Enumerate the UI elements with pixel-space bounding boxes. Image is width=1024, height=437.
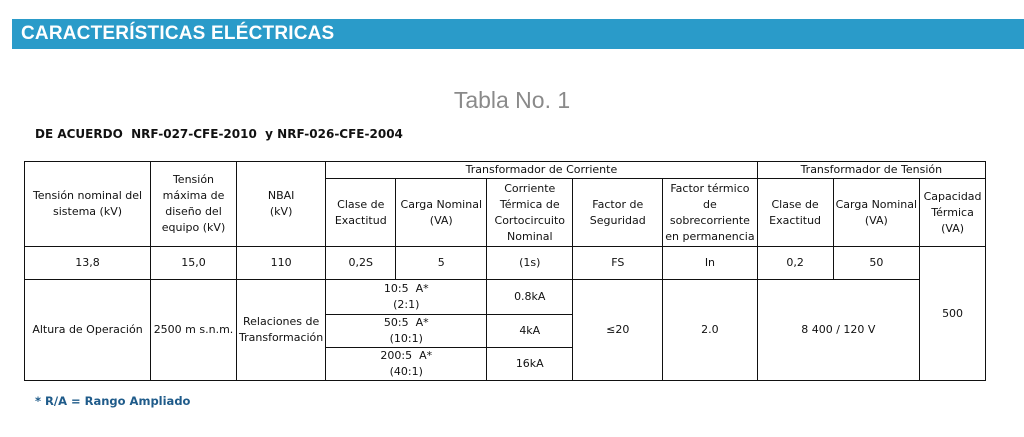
header-nominal-voltage: Tensión nominal del sistema (kV) (25, 162, 151, 247)
header-max-voltage: Tensión máxima de diseño del equipo (kV) (151, 162, 237, 247)
cell-ratio: 200:5 A* (40:1) (326, 348, 487, 381)
cell-thermal-factor: 2.0 (663, 280, 757, 381)
table-title: Tabla No. 1 (453, 87, 571, 113)
cell-altitude-label: Altura de Operación (25, 280, 151, 381)
cell-altitude-value: 2500 m s.n.m. (151, 280, 237, 381)
header-nbai: NBAI (kV) (237, 162, 326, 247)
electrical-characteristics-table (24, 161, 986, 381)
cell-ct-nominal-load: 5 (396, 247, 487, 280)
cell-vt-accuracy-class: 0,2 (757, 247, 833, 280)
header-vt-accuracy-class: Clase de Exactitud (757, 179, 833, 247)
cell-ct-accuracy-class: 0,2S (326, 247, 396, 280)
cell-ratio-short-circuit: 16kA (487, 348, 573, 381)
cell-vt-thermal-capacity: 500 (920, 247, 986, 381)
standards-line: DE ACUERDO NRF-027-CFE-2010 y NRF-026-CFE-2004 (35, 127, 403, 141)
header-vt-thermal-capacity: Capacidad Térmica (VA) (920, 179, 986, 247)
header-ct-thermal-factor: Factor térmico de sobrecorriente en permanencia (663, 179, 757, 247)
footnote: * R/A = Rango Ampliado (35, 394, 191, 408)
cell-ratio-short-circuit: 4kA (487, 315, 573, 348)
header-ct-safety-factor: Factor de Seguridad (573, 179, 663, 247)
header-group-voltage-transformer: Transformador de Tensión (757, 162, 985, 179)
cell-ratio: 10:5 A* (2:1) (326, 280, 487, 315)
cell-vt-nominal-load: 50 (833, 247, 919, 280)
cell-max-voltage: 15,0 (151, 247, 237, 280)
cell-ct-thermal-factor: In (663, 247, 757, 280)
cell-nbai: 110 (237, 247, 326, 280)
cell-vt-ratio: 8 400 / 120 V (757, 280, 919, 381)
cell-ratio-short-circuit: 0.8kA (487, 280, 573, 315)
cell-safety-factor: ≤20 (573, 280, 663, 381)
header-ct-accuracy-class: Clase de Exactitud (326, 179, 396, 247)
header-ct-thermal-short-circuit: Corriente Térmica de Cortocircuito Nominal (487, 179, 573, 247)
cell-relations-label: Relaciones de Transformación (237, 280, 326, 381)
cell-ratio: 50:5 A* (10:1) (326, 315, 487, 348)
cell-nominal-voltage: 13,8 (25, 247, 151, 280)
header-group-current-transformer: Transformador de Corriente (326, 162, 757, 179)
cell-ct-thermal-short-circuit: (1s) (487, 247, 573, 280)
section-title: CARACTERÍSTICAS ELÉCTRICAS (21, 23, 335, 44)
header-ct-nominal-load: Carga Nominal (VA) (396, 179, 487, 247)
header-vt-nominal-load: Carga Nominal (VA) (833, 179, 919, 247)
cell-ct-safety-factor: FS (573, 247, 663, 280)
section-banner (12, 19, 1024, 49)
